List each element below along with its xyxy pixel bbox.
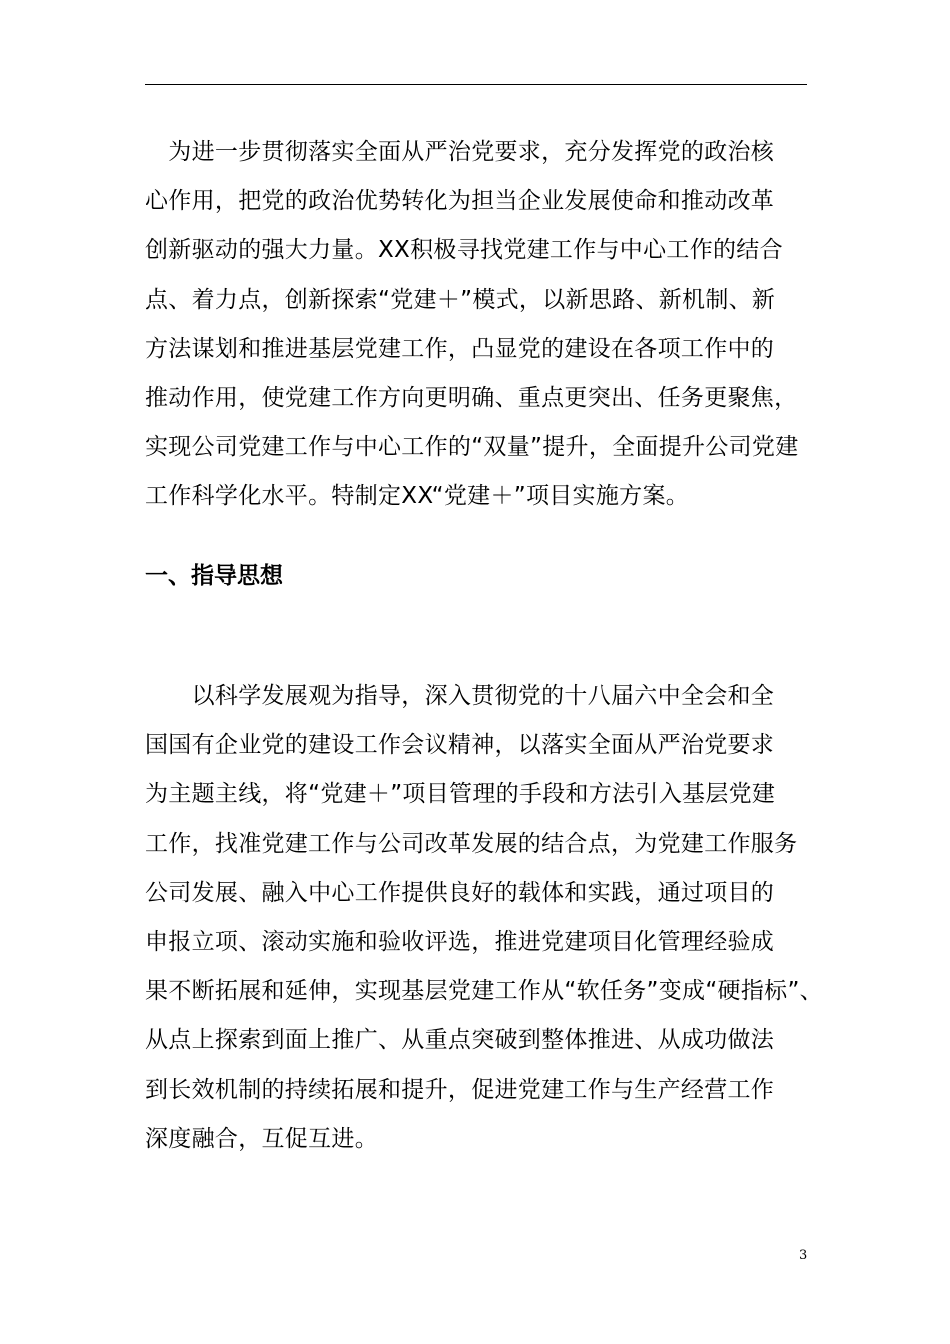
intro-line: 实现公司党建工作与中心工作的“双量”提升，全面提升公司党建: [145, 434, 799, 461]
section-paragraph: [145, 672, 823, 1164]
section-line: 从点上探索到面上推广、从重点突破到整体推进、从成功做法: [145, 1027, 775, 1054]
section-line: 国国有企业党的建设工作会议精神，以落实全面从严治党要求: [145, 732, 775, 759]
intro-line: 方法谋划和推进基层党建工作，凸显党的建设在各项工作中的: [145, 335, 775, 362]
section-line: 工作，找准党建工作与公司改革发展的结合点，为党建工作服务: [145, 830, 798, 857]
intro-paragraph: [145, 128, 817, 522]
intro-line: 工作科学化水平。特制定XX“党建＋”项目实施方案。: [145, 483, 690, 510]
section-line: 到长效机制的持续拓展和提升，促进党建工作与生产经营工作: [145, 1076, 775, 1103]
intro-line: 为进一步贯彻落实全面从严治党要求，充分发挥党的政治核: [145, 139, 775, 165]
section-line: 为主题主线，将“党建＋”项目管理的手段和方法引入基层党建: [145, 781, 776, 808]
intro-line: 创新驱动的强大力量。XX积极寻找党建工作与中心工作的结合: [145, 237, 783, 264]
page-number: 3: [799, 1248, 808, 1263]
section-line: 以科学发展观为指导，深入贯彻党的十八届六中全会和全: [145, 683, 775, 709]
intro-line: 推动作用，使党建工作方向更明确、重点更突出、任务更聚焦，: [145, 385, 798, 412]
intro-line: 点、着力点，创新探索“党建＋”模式，以新思路、新机制、新: [145, 286, 776, 313]
intro-line: 心作用，把党的政治优势转化为担当企业发展使命和推动改革: [145, 188, 775, 215]
section-line: 深度融合，互促互进。: [145, 1125, 378, 1152]
section-line: 公司发展、融入中心工作提供良好的载体和实践，通过项目的: [145, 879, 775, 906]
section-line: 申报立项、滚动实施和验收评选，推进党建项目化管理经验成: [145, 929, 775, 956]
section-heading: 一、指导思想: [145, 563, 283, 589]
section-line: 果不断拓展和延伸，实现基层党建工作从“软任务”变成“硬指标”、: [145, 978, 823, 1005]
header-rule: [145, 84, 807, 85]
